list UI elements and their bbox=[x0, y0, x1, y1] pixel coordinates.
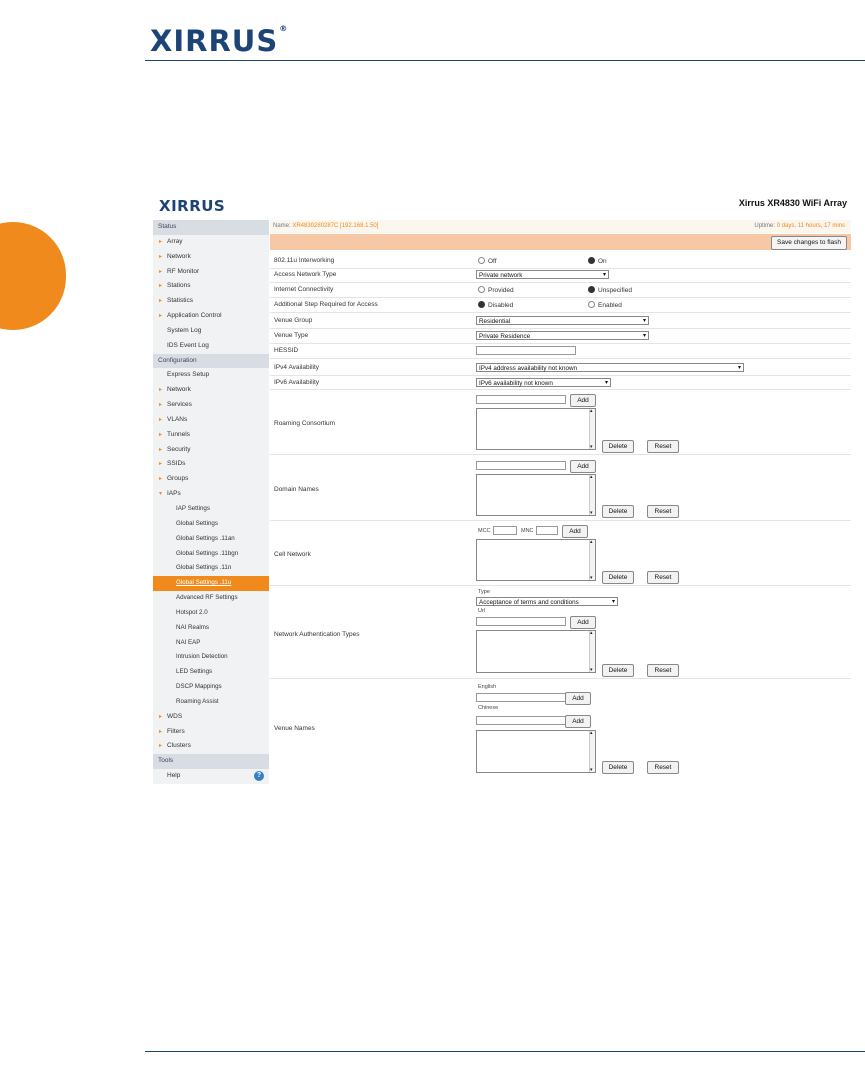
sidebar-item-label: RF Monitor bbox=[167, 267, 200, 275]
sidebar-item-label: Stations bbox=[167, 282, 191, 290]
sidebar-item[interactable] bbox=[153, 265, 269, 280]
domain-delete-button[interactable]: Delete bbox=[602, 505, 634, 518]
nav-section-header bbox=[153, 220, 269, 235]
app-title: Xirrus XR4830 WiFi Array bbox=[738, 198, 847, 208]
venue-type-label: Venue Type bbox=[274, 332, 309, 339]
mnc-label: MNC bbox=[521, 528, 534, 534]
sidebar-item-label: Security bbox=[167, 445, 191, 453]
toolbar bbox=[270, 234, 851, 250]
sidebar-item-label: Services bbox=[167, 401, 192, 409]
sidebar-item[interactable] bbox=[153, 695, 269, 710]
radio-unspecified-label: Unspecified bbox=[598, 287, 632, 294]
sidebar-item-label: System Log bbox=[167, 326, 202, 334]
sidebar-item[interactable] bbox=[153, 368, 269, 383]
radio-off-label: Off bbox=[488, 258, 497, 265]
sidebar-item-label: Application Control bbox=[167, 312, 222, 320]
nav-section-header bbox=[153, 754, 269, 769]
chevron-right-icon: ▸ bbox=[159, 298, 163, 305]
sidebar-item[interactable] bbox=[153, 502, 269, 517]
divider bbox=[270, 389, 851, 390]
sidebar-item[interactable] bbox=[153, 665, 269, 680]
mcc-input[interactable] bbox=[493, 526, 517, 535]
sidebar-item[interactable] bbox=[153, 725, 269, 740]
auth-url-input[interactable] bbox=[476, 617, 566, 626]
page-logo: XIRRUS® bbox=[150, 24, 289, 58]
venue-lang2-label: Chinese bbox=[478, 705, 499, 711]
venue-group-select[interactable]: Residential ▾ bbox=[476, 316, 649, 325]
sidebar-item-label: Groups bbox=[167, 475, 189, 483]
name-label: Name: bbox=[273, 223, 291, 229]
radio-disabled-label: Disabled bbox=[488, 302, 514, 309]
venue-delete-button[interactable]: Delete bbox=[602, 761, 634, 774]
access-network-type-label: Access Network Type bbox=[274, 271, 337, 278]
additional-step-label: Additional Step Required for Access bbox=[274, 301, 378, 308]
additional-step-enabled-radio[interactable] bbox=[588, 301, 622, 309]
hessid-label: HESSID bbox=[274, 347, 299, 354]
sidebar-item[interactable] bbox=[153, 650, 269, 665]
sidebar-item-label: Global Settings bbox=[176, 519, 218, 527]
sidebar-item-label: Global Settings .11n bbox=[176, 564, 232, 572]
status-bar bbox=[270, 220, 851, 233]
sidebar-item[interactable] bbox=[153, 739, 269, 754]
sidebar-item-label: Roaming Assist bbox=[176, 697, 219, 705]
cell-network-label: Cell Network bbox=[274, 551, 311, 558]
chevron-right-icon: ▸ bbox=[159, 402, 163, 409]
divider bbox=[270, 678, 851, 679]
radio-on-label: On bbox=[598, 258, 607, 265]
screenshot-frame bbox=[153, 190, 851, 784]
sidebar-item[interactable] bbox=[153, 591, 269, 606]
radio-enabled-dot bbox=[588, 301, 595, 308]
chevron-right-icon: ▸ bbox=[159, 431, 163, 438]
chevron-right-icon: ▸ bbox=[159, 461, 163, 468]
sidebar-item-label: NAI Realms bbox=[176, 623, 210, 631]
sidebar-item-label: Hotspot 2.0 bbox=[176, 608, 208, 616]
sidebar-item-label: IAP Settings bbox=[176, 505, 210, 512]
venue-name-english-input[interactable] bbox=[476, 693, 566, 702]
radio-enabled-label: Enabled bbox=[598, 302, 622, 309]
sidebar-item[interactable] bbox=[153, 472, 269, 487]
uptime-value: 0 days, 11 hours, 17 mins bbox=[776, 223, 845, 229]
sidebar-item-label: DSCP Mappings bbox=[176, 683, 222, 691]
chevron-right-icon: ▸ bbox=[159, 446, 163, 453]
divider bbox=[270, 454, 851, 455]
auth-delete-button[interactable]: Delete bbox=[602, 664, 634, 677]
sidebar-item[interactable] bbox=[153, 517, 269, 532]
chevron-right-icon: ▸ bbox=[159, 313, 163, 320]
sidebar-item-label: Network bbox=[167, 252, 191, 260]
cell-network-list[interactable] bbox=[476, 539, 596, 581]
net-auth-types-label: Network Authentication Types bbox=[274, 631, 360, 638]
sidebar-item-label: Help bbox=[167, 772, 181, 780]
sidebar-item[interactable] bbox=[153, 636, 269, 651]
list-scrollbar[interactable] bbox=[589, 731, 595, 772]
auth-types-list[interactable] bbox=[476, 630, 596, 673]
roaming-add-button[interactable]: Add bbox=[570, 394, 596, 407]
divider bbox=[270, 358, 851, 359]
venue-names-label: Venue Names bbox=[274, 725, 315, 732]
divider bbox=[270, 520, 851, 521]
chevron-right-icon: ▸ bbox=[159, 283, 163, 290]
radio-unspecified-dot bbox=[588, 286, 595, 293]
chevron-right-icon: ▸ bbox=[159, 476, 163, 483]
cell-delete-button[interactable]: Delete bbox=[602, 571, 634, 584]
divider bbox=[270, 312, 851, 313]
cell-add-button[interactable]: Add bbox=[562, 525, 588, 538]
sidebar-item-label: Global Settings .11u bbox=[176, 579, 232, 587]
sidebar-item[interactable] bbox=[153, 443, 269, 458]
mcc-label: MCC bbox=[478, 528, 491, 534]
ipv4-select[interactable]: IPv4 address availability not known ▾ bbox=[476, 363, 744, 372]
auth-reset-button[interactable]: Reset bbox=[647, 664, 679, 677]
sidebar-item-label: Express Setup bbox=[167, 371, 210, 379]
sidebar-item[interactable] bbox=[153, 250, 269, 265]
sidebar-item-label: Global Settings .11bgn bbox=[176, 549, 239, 557]
divider bbox=[270, 585, 851, 586]
sidebar-item[interactable] bbox=[153, 383, 269, 398]
divider bbox=[270, 375, 851, 376]
sidebar-item[interactable] bbox=[153, 710, 269, 725]
chevron-right-icon: ▸ bbox=[159, 713, 163, 720]
sidebar-item[interactable] bbox=[153, 457, 269, 472]
radio-provided-dot bbox=[478, 286, 485, 293]
divider bbox=[270, 282, 851, 283]
sidebar-item-label: Clusters bbox=[167, 742, 191, 750]
sidebar-item[interactable] bbox=[153, 309, 269, 324]
divider bbox=[270, 343, 851, 344]
uptime-label: Uptime: bbox=[754, 223, 776, 229]
sidebar-item-label: Statistics bbox=[167, 297, 194, 305]
sidebar-item-label: WDS bbox=[167, 712, 183, 720]
header-rule bbox=[145, 60, 865, 61]
hessid-input[interactable] bbox=[476, 346, 576, 355]
sidebar-item-label: Advanced RF Settings bbox=[176, 594, 238, 602]
sidebar-item[interactable] bbox=[153, 487, 269, 502]
auth-type-label: Type bbox=[478, 589, 490, 595]
auth-add-button[interactable]: Add bbox=[570, 616, 596, 629]
venue-add-english-button[interactable]: Add bbox=[565, 692, 591, 705]
auth-type-select[interactable]: Acceptance of terms and conditions ▾ bbox=[476, 597, 618, 606]
sidebar-item-label: Tunnels bbox=[167, 430, 190, 438]
venue-type-select[interactable]: Private Residence ▾ bbox=[476, 331, 649, 340]
sidebar-item-label: Status bbox=[158, 223, 177, 230]
mnc-input[interactable] bbox=[536, 526, 558, 535]
help-icon[interactable]: ? bbox=[254, 771, 264, 781]
chevron-right-icon: ▸ bbox=[159, 253, 163, 260]
sidebar-item-label: IAPs bbox=[167, 490, 181, 498]
sidebar-item[interactable] bbox=[153, 339, 269, 354]
sidebar-item[interactable] bbox=[153, 532, 269, 547]
domain-names-label: Domain Names bbox=[274, 486, 319, 493]
sidebar-item[interactable] bbox=[153, 324, 269, 339]
sidebar-item[interactable] bbox=[153, 428, 269, 443]
roaming-consortium-input[interactable] bbox=[476, 395, 566, 404]
domain-reset-button[interactable]: Reset bbox=[647, 505, 679, 518]
sidebar-item[interactable] bbox=[153, 561, 269, 576]
sidebar-item[interactable] bbox=[153, 294, 269, 309]
internet-connectivity-label: Internet Connectivity bbox=[274, 286, 334, 293]
auth-url-label: Url bbox=[478, 608, 486, 614]
sidebar-item[interactable] bbox=[153, 235, 269, 250]
sidebar-item-label: Network bbox=[167, 386, 191, 394]
chevron-right-icon: ▸ bbox=[159, 268, 163, 275]
divider bbox=[270, 268, 851, 269]
access-network-type-select[interactable]: Private network ▾ bbox=[476, 270, 609, 279]
divider bbox=[270, 328, 851, 329]
venue-lang1-label: English bbox=[478, 684, 497, 690]
additional-step-disabled-radio[interactable] bbox=[478, 301, 513, 309]
sidebar-nav bbox=[153, 220, 269, 784]
interworking-on-radio[interactable] bbox=[588, 257, 607, 265]
chevron-right-icon: ▸ bbox=[159, 387, 163, 394]
sidebar-item[interactable] bbox=[153, 279, 269, 294]
sidebar-item[interactable] bbox=[153, 398, 269, 413]
chapter-tab bbox=[0, 222, 66, 330]
sidebar-item-label: Global Settings .11an bbox=[176, 534, 235, 542]
sidebar-item[interactable] bbox=[153, 680, 269, 695]
chevron-right-icon: ▸ bbox=[159, 238, 163, 245]
sidebar-item[interactable] bbox=[153, 606, 269, 621]
interworking-label: 802.11u Interworking bbox=[274, 257, 335, 264]
domain-names-list[interactable] bbox=[476, 474, 596, 516]
roaming-delete-button[interactable]: Delete bbox=[602, 440, 634, 453]
sidebar-item-label: IDS Event Log bbox=[167, 341, 209, 349]
sidebar-item-label: LED Settings bbox=[176, 668, 213, 676]
list-scrollbar[interactable] bbox=[589, 475, 595, 515]
sidebar-item-label: Intrusion Detection bbox=[176, 653, 228, 661]
roaming-reset-button[interactable]: Reset bbox=[647, 440, 679, 453]
connectivity-provided-radio[interactable] bbox=[478, 286, 514, 294]
ipv4-label: IPv4 Availability bbox=[274, 364, 320, 371]
list-scrollbar[interactable] bbox=[589, 540, 595, 580]
sidebar-item[interactable] bbox=[153, 413, 269, 428]
sidebar-item-label: Configuration bbox=[158, 356, 197, 364]
sidebar-item[interactable] bbox=[153, 547, 269, 562]
venue-name-chinese-input[interactable] bbox=[476, 716, 566, 725]
connectivity-unspecified-radio[interactable] bbox=[588, 286, 632, 294]
nav-section-header bbox=[153, 354, 269, 369]
roaming-consortium-list[interactable] bbox=[476, 408, 596, 450]
list-scrollbar[interactable] bbox=[589, 409, 595, 449]
radio-off-dot bbox=[478, 257, 485, 264]
venue-reset-button[interactable]: Reset bbox=[647, 761, 679, 774]
name-value: XR4830280287C [192.168.1.50] bbox=[292, 223, 379, 229]
domain-add-button[interactable]: Add bbox=[570, 460, 596, 473]
domain-name-input[interactable] bbox=[476, 461, 566, 470]
sidebar-item[interactable] bbox=[153, 576, 269, 591]
ipv6-label: IPv6 Availability bbox=[274, 379, 320, 386]
save-button[interactable]: Save changes to flash bbox=[771, 236, 847, 250]
sidebar-item[interactable] bbox=[153, 769, 269, 784]
roaming-consortium-label: Roaming Consortium bbox=[274, 420, 336, 427]
list-scrollbar[interactable] bbox=[589, 631, 595, 672]
sidebar-item-label: NAI EAP bbox=[176, 638, 201, 646]
radio-provided-label: Provided bbox=[488, 287, 514, 294]
sidebar-item-label: VLANs bbox=[167, 415, 188, 423]
sidebar-item-label: Tools bbox=[158, 757, 174, 765]
chevron-right-icon: ▸ bbox=[159, 416, 163, 423]
chevron-down-icon: ▾ bbox=[159, 491, 163, 498]
footer-rule bbox=[145, 1051, 865, 1052]
ipv6-select[interactable]: IPv6 availability not known ▾ bbox=[476, 378, 611, 387]
venue-add-chinese-button[interactable]: Add bbox=[565, 715, 591, 728]
sidebar-item-label: SSIDs bbox=[167, 460, 186, 468]
venue-group-label: Venue Group bbox=[274, 317, 313, 324]
chevron-right-icon: ▸ bbox=[159, 728, 163, 735]
divider bbox=[270, 297, 851, 298]
sidebar-item[interactable] bbox=[153, 621, 269, 636]
venue-names-list[interactable] bbox=[476, 730, 596, 773]
radio-on-dot bbox=[588, 257, 595, 264]
app-header bbox=[153, 190, 851, 218]
sidebar-item-label: Filters bbox=[167, 727, 185, 735]
sidebar-item-label: Array bbox=[167, 237, 183, 245]
app-logo: XIRRUS bbox=[159, 197, 226, 215]
radio-disabled-dot bbox=[478, 301, 485, 308]
cell-reset-button[interactable]: Reset bbox=[647, 571, 679, 584]
interworking-off-radio[interactable] bbox=[478, 257, 497, 265]
chevron-right-icon: ▸ bbox=[159, 743, 163, 750]
